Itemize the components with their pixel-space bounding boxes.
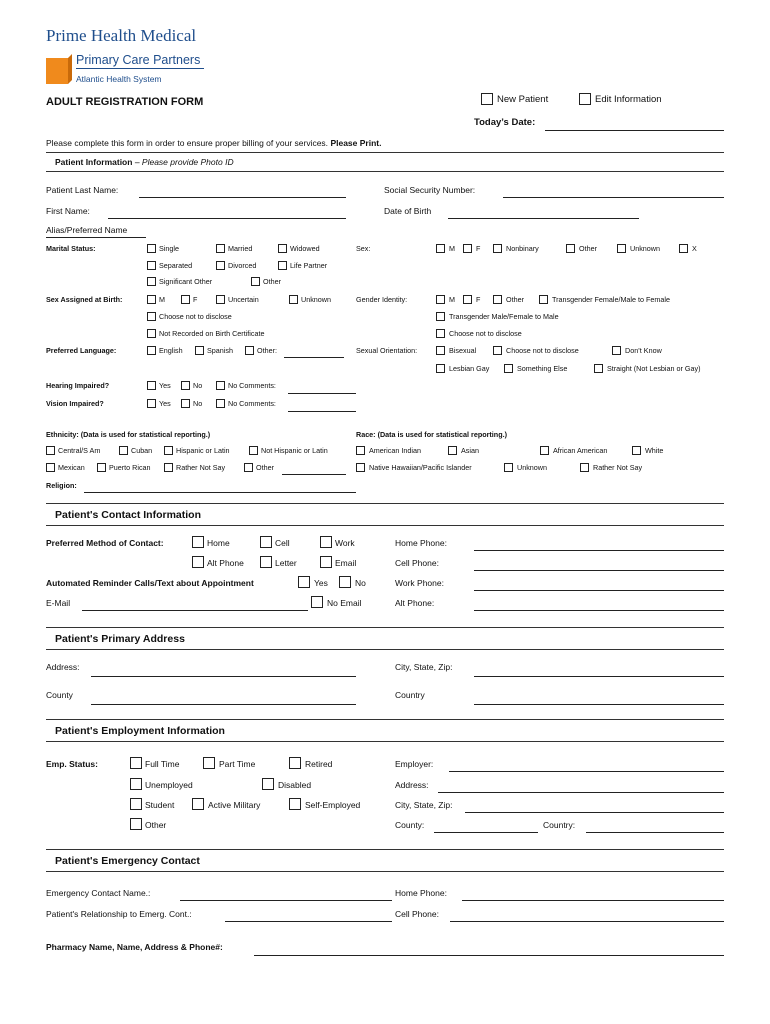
first-name-field[interactable] — [108, 218, 346, 219]
eth-cuban-label: Cuban — [131, 446, 153, 455]
new-patient-checkbox[interactable] — [481, 93, 493, 105]
emp-retired-label: Retired — [305, 759, 333, 769]
sab-f-label: F — [193, 295, 198, 304]
eth-hispanic-checkbox[interactable] — [164, 446, 173, 455]
marital-life-partner-checkbox[interactable] — [278, 261, 287, 270]
sex-x-label: X — [692, 244, 697, 253]
marital-life-partner-label: Life Partner — [290, 261, 328, 270]
vision-no-comments-checkbox[interactable] — [216, 399, 225, 408]
sab-not-recorded-label: Not Recorded on Birth Certificate — [159, 329, 265, 338]
ssn-label: Social Security Number: — [384, 185, 476, 195]
hearing-label: Hearing Impaired? — [46, 381, 110, 390]
sex-f-label: F — [476, 244, 481, 253]
sex-f-checkbox[interactable] — [463, 244, 472, 253]
pharmacy-field[interactable] — [254, 955, 724, 956]
employer-field[interactable] — [449, 771, 724, 772]
vision-no-checkbox[interactable] — [181, 399, 190, 408]
race-african-american-label: African American — [553, 446, 608, 455]
logo-parent: Atlantic Health System — [76, 74, 162, 84]
gender-trans-female-label: Transgender Female/Male to Female — [552, 295, 670, 304]
orient-lesbian-gay-checkbox[interactable] — [436, 364, 445, 373]
logo-title: Prime Health Medical — [46, 26, 197, 45]
eth-rather-not-label: Rather Not Say — [176, 463, 226, 472]
vision-no-label: No — [193, 399, 203, 408]
emp-student-checkbox[interactable] — [130, 798, 142, 810]
religion-field[interactable] — [84, 492, 356, 493]
lang-other-field[interactable] — [284, 357, 344, 358]
home-phone-label: Home Phone: — [395, 538, 447, 548]
contact-work-label: Work — [335, 538, 355, 548]
vision-comments-field[interactable] — [288, 411, 356, 412]
no-email-checkbox[interactable] — [311, 596, 323, 608]
vision-yes-checkbox[interactable] — [147, 399, 156, 408]
vision-label: Vision Impaired? — [46, 399, 104, 408]
marital-married-label: Married — [228, 244, 253, 253]
emerg-relationship-field[interactable] — [225, 921, 392, 922]
county-field[interactable] — [91, 704, 356, 705]
ssn-field[interactable] — [503, 197, 724, 198]
contact-letter-label: Letter — [275, 558, 297, 568]
eth-cuban-checkbox[interactable] — [119, 446, 128, 455]
marital-widowed-label: Widowed — [290, 244, 320, 253]
sex-m-checkbox[interactable] — [436, 244, 445, 253]
emp-full-time-checkbox[interactable] — [130, 757, 142, 769]
race-asian-checkbox[interactable] — [448, 446, 457, 455]
patient-info-heading: Patient Information – Please provide Photo ID — [55, 157, 234, 167]
orient-dont-know-checkbox[interactable] — [612, 346, 621, 355]
sab-label: Sex Assigned at Birth: — [46, 295, 123, 304]
sab-uncertain-checkbox[interactable] — [216, 295, 225, 304]
orient-bisexual-label: Bisexual — [449, 346, 477, 355]
emp-other-label: Other — [145, 820, 167, 830]
eth-hispanic-label: Hispanic or Latin — [176, 446, 230, 455]
eth-mexican-checkbox[interactable] — [46, 463, 55, 472]
orient-no-disclose-checkbox[interactable] — [493, 346, 502, 355]
emerg-name-field[interactable] — [180, 900, 392, 901]
race-unknown-label: Unknown — [517, 463, 547, 472]
todays-date-field[interactable] — [545, 130, 724, 131]
sex-nonbinary-label: Nonbinary — [506, 244, 539, 253]
last-name-label: Patient Last Name: — [46, 185, 119, 195]
marital-significant-other-checkbox[interactable] — [147, 277, 156, 286]
eth-other-field[interactable] — [282, 474, 346, 475]
eth-puerto-rican-label: Puerto Rican — [109, 463, 151, 472]
gender-other-checkbox[interactable] — [493, 295, 502, 304]
marital-separated-checkbox[interactable] — [147, 261, 156, 270]
sab-m-checkbox[interactable] — [147, 295, 156, 304]
lang-english-checkbox[interactable] — [147, 346, 156, 355]
email-field[interactable] — [82, 610, 308, 611]
hearing-no-comments-checkbox[interactable] — [216, 381, 225, 390]
address-label: Address: — [46, 662, 80, 672]
hearing-no-comments-label: No Comments: — [228, 381, 276, 390]
ethnicity-label: Ethnicity: (Data is used for statistical reporting.) — [46, 430, 211, 439]
logo-subtitle: Primary Care Partners — [76, 53, 201, 67]
sab-no-disclose-checkbox[interactable] — [147, 312, 156, 321]
reminder-no-label: No — [355, 578, 366, 588]
marital-significant-other-label: Significant Other — [159, 277, 213, 286]
marital-divorced-checkbox[interactable] — [216, 261, 225, 270]
eth-other-checkbox[interactable] — [244, 463, 253, 472]
race-label: Race: (Data is used for statistical reporting.) — [356, 430, 507, 439]
race-unknown-checkbox[interactable] — [504, 463, 513, 472]
cell-phone-label: Cell Phone: — [395, 558, 439, 568]
gender-f-label: F — [476, 295, 481, 304]
marital-single-label: Single — [159, 244, 179, 253]
gender-no-disclose-checkbox[interactable] — [436, 329, 445, 338]
race-american-indian-checkbox[interactable] — [356, 446, 365, 455]
sex-m-label: M — [449, 244, 455, 253]
country-label: Country — [395, 690, 425, 700]
emp-part-time-checkbox[interactable] — [203, 757, 215, 769]
orient-bisexual-checkbox[interactable] — [436, 346, 445, 355]
dob-field[interactable] — [448, 218, 639, 219]
orient-something-else-label: Something Else — [517, 364, 568, 373]
logo-mark-icon — [46, 54, 72, 84]
todays-date-label: Today’s Date: — [474, 117, 536, 128]
orient-dont-know-label: Don’t Know — [625, 346, 662, 355]
orient-lesbian-gay-label: Lesbian Gay — [449, 364, 490, 373]
address-heading: Patient's Primary Address — [55, 633, 185, 645]
sab-uncertain-label: Uncertain — [228, 295, 259, 304]
gender-f-checkbox[interactable] — [463, 295, 472, 304]
contact-home-label: Home — [207, 538, 230, 548]
no-email-label: No Email — [327, 598, 362, 608]
lang-label: Preferred Language: — [46, 346, 117, 355]
lang-other-checkbox[interactable] — [245, 346, 254, 355]
emp-unemployed-checkbox[interactable] — [130, 778, 142, 790]
marital-divorced-label: Divorced — [228, 261, 257, 270]
eth-mexican-label: Mexican — [58, 463, 85, 472]
employer-label: Employer: — [395, 759, 434, 769]
lang-spanish-checkbox[interactable] — [195, 346, 204, 355]
contact-email-label: Email — [335, 558, 357, 568]
marital-separated-label: Separated — [159, 261, 193, 270]
alt-phone-label: Alt Phone: — [395, 598, 435, 608]
first-name-label: First Name: — [46, 206, 90, 216]
edit-info-label: Edit Information — [595, 94, 662, 105]
vision-yes-label: Yes — [159, 399, 171, 408]
employment-heading: Patient's Employment Information — [55, 725, 225, 737]
new-patient-label: New Patient — [497, 94, 549, 105]
county-label: County — [46, 690, 73, 700]
lang-spanish-label: Spanish — [207, 346, 233, 355]
emp-military-checkbox[interactable] — [192, 798, 204, 810]
emerg-cell-phone-field[interactable] — [450, 921, 724, 922]
instructions: Please complete this form in order to ensure proper billing of your services. Please Print. — [46, 138, 382, 148]
emerg-name-label: Emergency Contact Name.: — [46, 888, 151, 898]
contact-email-checkbox[interactable] — [320, 556, 332, 568]
emerg-home-phone-label: Home Phone: — [395, 888, 447, 898]
marital-married-checkbox[interactable] — [216, 244, 225, 253]
emp-self-employed-checkbox[interactable] — [289, 798, 301, 810]
emerg-home-phone-field[interactable] — [462, 900, 724, 901]
sex-other-label: Other — [579, 244, 597, 253]
vision-no-comments-label: No Comments: — [228, 399, 276, 408]
emp-county-field[interactable] — [434, 832, 538, 833]
eth-rather-not-checkbox[interactable] — [164, 463, 173, 472]
sex-label: Sex: — [356, 244, 371, 253]
emerg-cell-phone-label: Cell Phone: — [395, 909, 439, 919]
contact-cell-label: Cell — [275, 538, 290, 548]
sab-unknown-label: Unknown — [301, 295, 331, 304]
contact-alt-phone-label: Alt Phone — [207, 558, 244, 568]
alt-phone-field[interactable] — [474, 610, 724, 611]
cell-phone-field[interactable] — [474, 570, 724, 571]
contact-cell-checkbox[interactable] — [260, 536, 272, 548]
gender-label: Gender Identity: — [356, 295, 408, 304]
reminder-label: Automated Reminder Calls/Text about Appointment — [46, 578, 254, 588]
emp-part-time-label: Part Time — [219, 759, 256, 769]
reminder-no-checkbox[interactable] — [339, 576, 351, 588]
emp-city-field[interactable] — [465, 812, 724, 813]
sab-m-label: M — [159, 295, 165, 304]
race-rather-not-checkbox[interactable] — [580, 463, 589, 472]
race-american-indian-label: American Indian — [369, 446, 421, 455]
orient-label: Sexual Orientation: — [356, 346, 418, 355]
address-field[interactable] — [91, 676, 356, 677]
emp-address-label: Address: — [395, 780, 429, 790]
emp-address-field[interactable] — [438, 792, 724, 793]
gender-trans-male-checkbox[interactable] — [436, 312, 445, 321]
marital-single-checkbox[interactable] — [147, 244, 156, 253]
reminder-yes-label: Yes — [314, 578, 328, 588]
emp-disabled-label: Disabled — [278, 780, 312, 790]
marital-label: Marital Status: — [46, 244, 96, 253]
work-phone-field[interactable] — [474, 590, 724, 591]
sex-nonbinary-checkbox[interactable] — [493, 244, 502, 253]
eth-not-hispanic-checkbox[interactable] — [249, 446, 258, 455]
contact-letter-checkbox[interactable] — [260, 556, 272, 568]
emp-county-label: County: — [395, 820, 425, 830]
lang-other-label: Other: — [257, 346, 277, 355]
emp-full-time-label: Full Time — [145, 759, 180, 769]
gender-no-disclose-label: Choose not to disclose — [449, 329, 522, 338]
last-name-field[interactable] — [139, 197, 346, 198]
eth-central-checkbox[interactable] — [46, 446, 55, 455]
emergency-heading: Patient's Emergency Contact — [55, 855, 200, 867]
edit-info-checkbox[interactable] — [579, 93, 591, 105]
gender-trans-female-checkbox[interactable] — [539, 295, 548, 304]
sex-unknown-checkbox[interactable] — [617, 244, 626, 253]
emerg-relationship-label: Patient's Relationship to Emerg. Cont.: — [46, 909, 192, 919]
city-field[interactable] — [474, 676, 724, 677]
emp-student-label: Student — [145, 800, 175, 810]
hearing-yes-label: Yes — [159, 381, 171, 390]
emp-self-employed-label: Self-Employed — [305, 800, 361, 810]
contact-heading: Patient's Contact Information — [55, 509, 202, 521]
hearing-comments-field[interactable] — [288, 393, 356, 394]
gender-other-label: Other — [506, 295, 524, 304]
lang-english-label: English — [159, 346, 183, 355]
contact-method-label: Preferred Method of Contact: — [46, 538, 164, 548]
emp-country-label: Country: — [543, 820, 576, 830]
sex-x-checkbox[interactable] — [679, 244, 688, 253]
hearing-no-checkbox[interactable] — [181, 381, 190, 390]
hearing-yes-checkbox[interactable] — [147, 381, 156, 390]
sab-unknown-checkbox[interactable] — [289, 295, 298, 304]
eth-puerto-rican-checkbox[interactable] — [97, 463, 106, 472]
emp-disabled-checkbox[interactable] — [262, 778, 274, 790]
contact-home-checkbox[interactable] — [192, 536, 204, 548]
city-label: City, State, Zip: — [395, 662, 453, 672]
marital-other-label: Other — [263, 277, 281, 286]
sab-f-checkbox[interactable] — [181, 295, 190, 304]
gender-trans-male-label: Transgender Male/Female to Male — [449, 312, 559, 321]
race-white-checkbox[interactable] — [632, 446, 641, 455]
country-field[interactable] — [474, 704, 724, 705]
emp-unemployed-label: Unemployed — [145, 780, 193, 790]
sab-not-recorded-checkbox[interactable] — [147, 329, 156, 338]
orient-no-disclose-label: Choose not to disclose — [506, 346, 579, 355]
orient-straight-label: Straight (Not Lesbian or Gay) — [607, 364, 701, 373]
contact-work-checkbox[interactable] — [320, 536, 332, 548]
contact-alt-phone-checkbox[interactable] — [192, 556, 204, 568]
race-rather-not-label: Rather Not Say — [593, 463, 643, 472]
orient-straight-checkbox[interactable] — [594, 364, 603, 373]
race-native-hawaiian-label: Native Hawaiian/Pacific Islander — [369, 463, 472, 472]
emp-status-label: Emp. Status: — [46, 759, 98, 769]
home-phone-field[interactable] — [474, 550, 724, 551]
eth-not-hispanic-label: Not Hispanic or Latin — [261, 446, 328, 455]
alias-label: Alias/Preferred Name — [46, 225, 128, 235]
sab-no-disclose-label: Choose not to disclose — [159, 312, 232, 321]
form-title: ADULT REGISTRATION FORM — [46, 96, 204, 108]
emp-city-label: City, State, Zip: — [395, 800, 453, 810]
gender-m-checkbox[interactable] — [436, 295, 445, 304]
race-white-label: White — [645, 446, 664, 455]
reminder-yes-checkbox[interactable] — [298, 576, 310, 588]
alias-field[interactable] — [46, 237, 146, 238]
race-african-american-checkbox[interactable] — [540, 446, 549, 455]
orient-something-else-checkbox[interactable] — [504, 364, 513, 373]
marital-other-checkbox[interactable] — [251, 277, 260, 286]
sex-other-checkbox[interactable] — [566, 244, 575, 253]
race-asian-label: Asian — [461, 446, 479, 455]
emp-military-label: Active Military — [208, 800, 261, 810]
pharmacy-label: Pharmacy Name, Name, Address & Phone#: — [46, 942, 223, 952]
email-label: E-Mail — [46, 598, 71, 608]
emp-country-field[interactable] — [586, 832, 724, 833]
race-native-hawaiian-checkbox[interactable] — [356, 463, 365, 472]
emp-retired-checkbox[interactable] — [289, 757, 301, 769]
eth-other-label: Other — [256, 463, 274, 472]
marital-widowed-checkbox[interactable] — [278, 244, 287, 253]
dob-label: Date of Birth — [384, 206, 432, 216]
sex-unknown-label: Unknown — [630, 244, 660, 253]
gender-m-label: M — [449, 295, 455, 304]
religion-label: Religion: — [46, 481, 77, 490]
hearing-no-label: No — [193, 381, 203, 390]
eth-central-label: Central/S Am — [58, 446, 101, 455]
work-phone-label: Work Phone: — [395, 578, 444, 588]
emp-other-checkbox[interactable] — [130, 818, 142, 830]
